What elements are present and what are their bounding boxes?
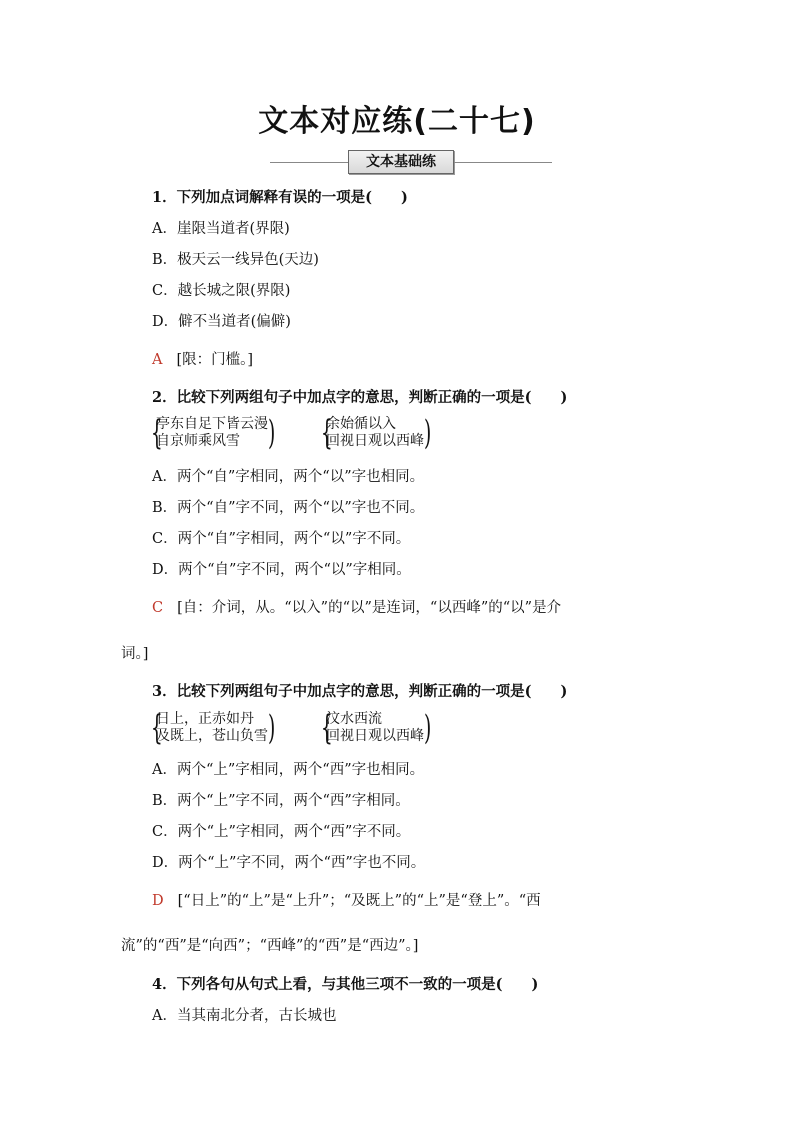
brace-left: { [150, 708, 163, 748]
question-1-stem: 1．下列加点词解释有误的一项是( ) [152, 189, 408, 206]
answer-explanation: [自：介词，从。“以入”的“以”是连词，“以西峰”的“以”是介 [177, 600, 562, 616]
question-2-group-2 [320, 413, 432, 453]
page-title: 文本对应练(二十七) [258, 104, 536, 139]
question-1-option-c: C．越长城之限(界限) [152, 283, 291, 299]
question-4-stem: 4．下列各句从句式上看，与其他三项不一致的一项是( ) [152, 976, 539, 993]
question-3-option-b: B．两个“上”字不同，两个“西”字相同。 [152, 793, 410, 809]
question-2-stem: 2．比较下列两组句子中加点字的意思，判断正确的一项是( ) [152, 389, 568, 406]
divider-left [270, 162, 348, 163]
answer-letter: A [152, 352, 163, 368]
question-3-group-1 [150, 708, 276, 748]
question-2-option-d: D．两个“自”字不同，两个“以”字相同。 [152, 562, 411, 578]
question-1-option-b: B．极天云一线异色(天边) [152, 252, 319, 268]
question-2-option-b: B．两个“自”字不同，两个“以”字也不同。 [152, 500, 425, 516]
brace-left: { [150, 413, 163, 453]
question-2-option-c: C．两个“自”字相同，两个“以”字不同。 [152, 531, 411, 547]
section-banner [270, 150, 552, 174]
question-3-answer-continued: 流”的“西”是“向西”；“西峰”的“西”是“西边”。] [121, 938, 419, 954]
group-2-line-2: 回视日观以西峰 [326, 728, 424, 744]
question-3-option-a: A．两个“上”字相同，两个“西”字也相同。 [152, 762, 425, 778]
question-3-answer [152, 891, 541, 911]
section-label: 文本基础练 [348, 150, 454, 174]
question-2-answer-continued: 词。] [121, 646, 149, 662]
group-2-line-1: 汶水西流 [326, 711, 382, 727]
answer-explanation: [“日上”的“上”是“上升”；“及既上”的“上”是“登上”。“西 [177, 893, 541, 909]
question-1-answer [152, 350, 253, 370]
question-3-option-d: D．两个“上”字不同，两个“西”字也不同。 [152, 855, 426, 871]
group-1-line-2: 及既上，苍山负雪 [156, 728, 268, 744]
answer-letter: D [152, 893, 164, 909]
question-1-option-a: A．崖限当道者(界限) [152, 221, 290, 237]
brace-right: ) [423, 708, 432, 748]
group-1-line-1: 日上，正赤如丹 [156, 711, 254, 727]
brace-right: ) [267, 413, 276, 453]
question-2-answer [152, 598, 561, 618]
brace-right: ) [423, 413, 432, 453]
question-3-option-c: C．两个“上”字相同，两个“西”字不同。 [152, 824, 411, 840]
question-1-option-d: D．僻不当道者(偏僻) [152, 314, 291, 330]
divider-right [454, 162, 552, 163]
question-2-option-a: A．两个“自”字相同，两个“以”字也相同。 [152, 469, 425, 485]
brace-left: { [320, 413, 333, 453]
question-2-group-1 [150, 413, 276, 453]
brace-right: ) [267, 708, 276, 748]
answer-letter: C [152, 600, 164, 616]
question-3-group-2 [320, 708, 432, 748]
answer-explanation: [限：门槛。] [176, 352, 254, 368]
brace-left: { [320, 708, 333, 748]
question-4-option-a: A．当其南北分者，古长城也 [152, 1008, 337, 1024]
group-1-line-2: 自京师乘风雪 [156, 433, 240, 449]
group-1-line-1: 亭东自足下皆云漫 [156, 416, 268, 432]
group-2-line-1: 余始循以入 [326, 416, 396, 432]
question-3-stem: 3．比较下列两组句子中加点字的意思，判断正确的一项是( ) [152, 683, 568, 700]
group-2-line-2: 回视日观以西峰 [326, 433, 424, 449]
